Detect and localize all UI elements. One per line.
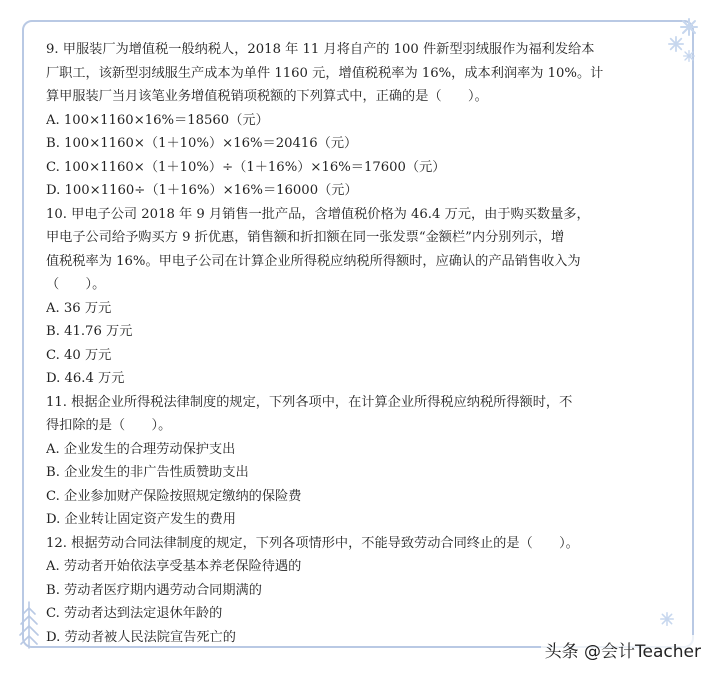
option-c: C. 100×1160×（1＋10%）÷（1＋16%）×16%＝17600（元）	[46, 159, 446, 175]
option-c: C. 劳动者达到法定退休年龄的	[46, 606, 223, 621]
option-b: B. 企业发生的非广告性质赞助支出	[46, 465, 249, 480]
question-12	[46, 532, 676, 650]
question-stem-line: 9. 甲服装厂为增值税一般纳税人，2018 年 11 月将自产的 100 件新型羽绒服作为福利发给本	[46, 42, 595, 57]
question-stem-line: 11. 根据企业所得税法律制度的规定，下列各项中，在计算企业所得税应纳税所得额时，不	[46, 394, 573, 410]
question-10	[46, 203, 676, 391]
option-b: B. 劳动者医疗期内遇劳动合同期满的	[46, 582, 262, 598]
question-stem-line: 值税税率为 16%。甲电子公司在计算企业所得税应纳税所得额时，应确认的产品销售收入为	[46, 253, 581, 269]
option-c: C. 40 万元	[46, 347, 112, 363]
question-11	[46, 391, 676, 532]
pine-tree-icon	[18, 600, 40, 650]
option-a: A. 企业发生的合理劳动保护支出	[46, 441, 236, 457]
snowflake-icon	[680, 18, 698, 36]
option-a: A. 36 万元	[46, 300, 112, 316]
option-d: D. 劳动者被人民法院宣告死亡的	[46, 629, 236, 645]
question-stem-line: （ ）。	[46, 277, 106, 292]
watermark: 头条 @会计Teacher	[541, 635, 705, 664]
question-stem-line: 甲电子公司给予购买方 9 折优惠，销售额和折扣额在同一张发票“金额栏”内分别列示，增	[46, 230, 565, 245]
snowflake-icon	[683, 50, 695, 62]
question-stem-line: 10. 甲电子公司 2018 年 9 月销售一批产品，含增值税价格为 46.4 万元，由于购买数量多，	[46, 206, 590, 222]
option-d: D. 100×1160÷（1＋16%）×16%＝16000（元）	[46, 183, 358, 198]
question-list	[46, 38, 676, 649]
option-c: C. 企业参加财产保险按照规定缴纳的保险费	[46, 488, 302, 504]
option-b: B. 100×1160×（1＋10%）×16%＝20416（元）	[46, 136, 358, 151]
option-a: A. 100×1160×16%＝18560（元）	[46, 112, 269, 128]
option-a: A. 劳动者开始依法享受基本养老保险待遇的	[46, 559, 302, 574]
question-9	[46, 38, 676, 203]
question-stem-line: 算甲服装厂当月该笔业务增值税销项税额的下列算式中，正确的是（ ）。	[46, 89, 488, 104]
option-b: B. 41.76 万元	[46, 324, 133, 339]
question-stem-line: 厂职工，该新型羽绒服生产成本为单件 1160 元，增值税税率为 16%，成本利润率为 10%。计	[46, 65, 604, 81]
option-d: D. 46.4 万元	[46, 371, 125, 386]
question-stem-line: 12. 根据劳动合同法律制度的规定，下列各项情形中，不能导致劳动合同终止的是（ ）。	[46, 535, 579, 551]
option-d: D. 企业转让固定资产发生的费用	[46, 512, 236, 527]
question-stem-line: 得扣除的是（ ）。	[46, 418, 172, 433]
